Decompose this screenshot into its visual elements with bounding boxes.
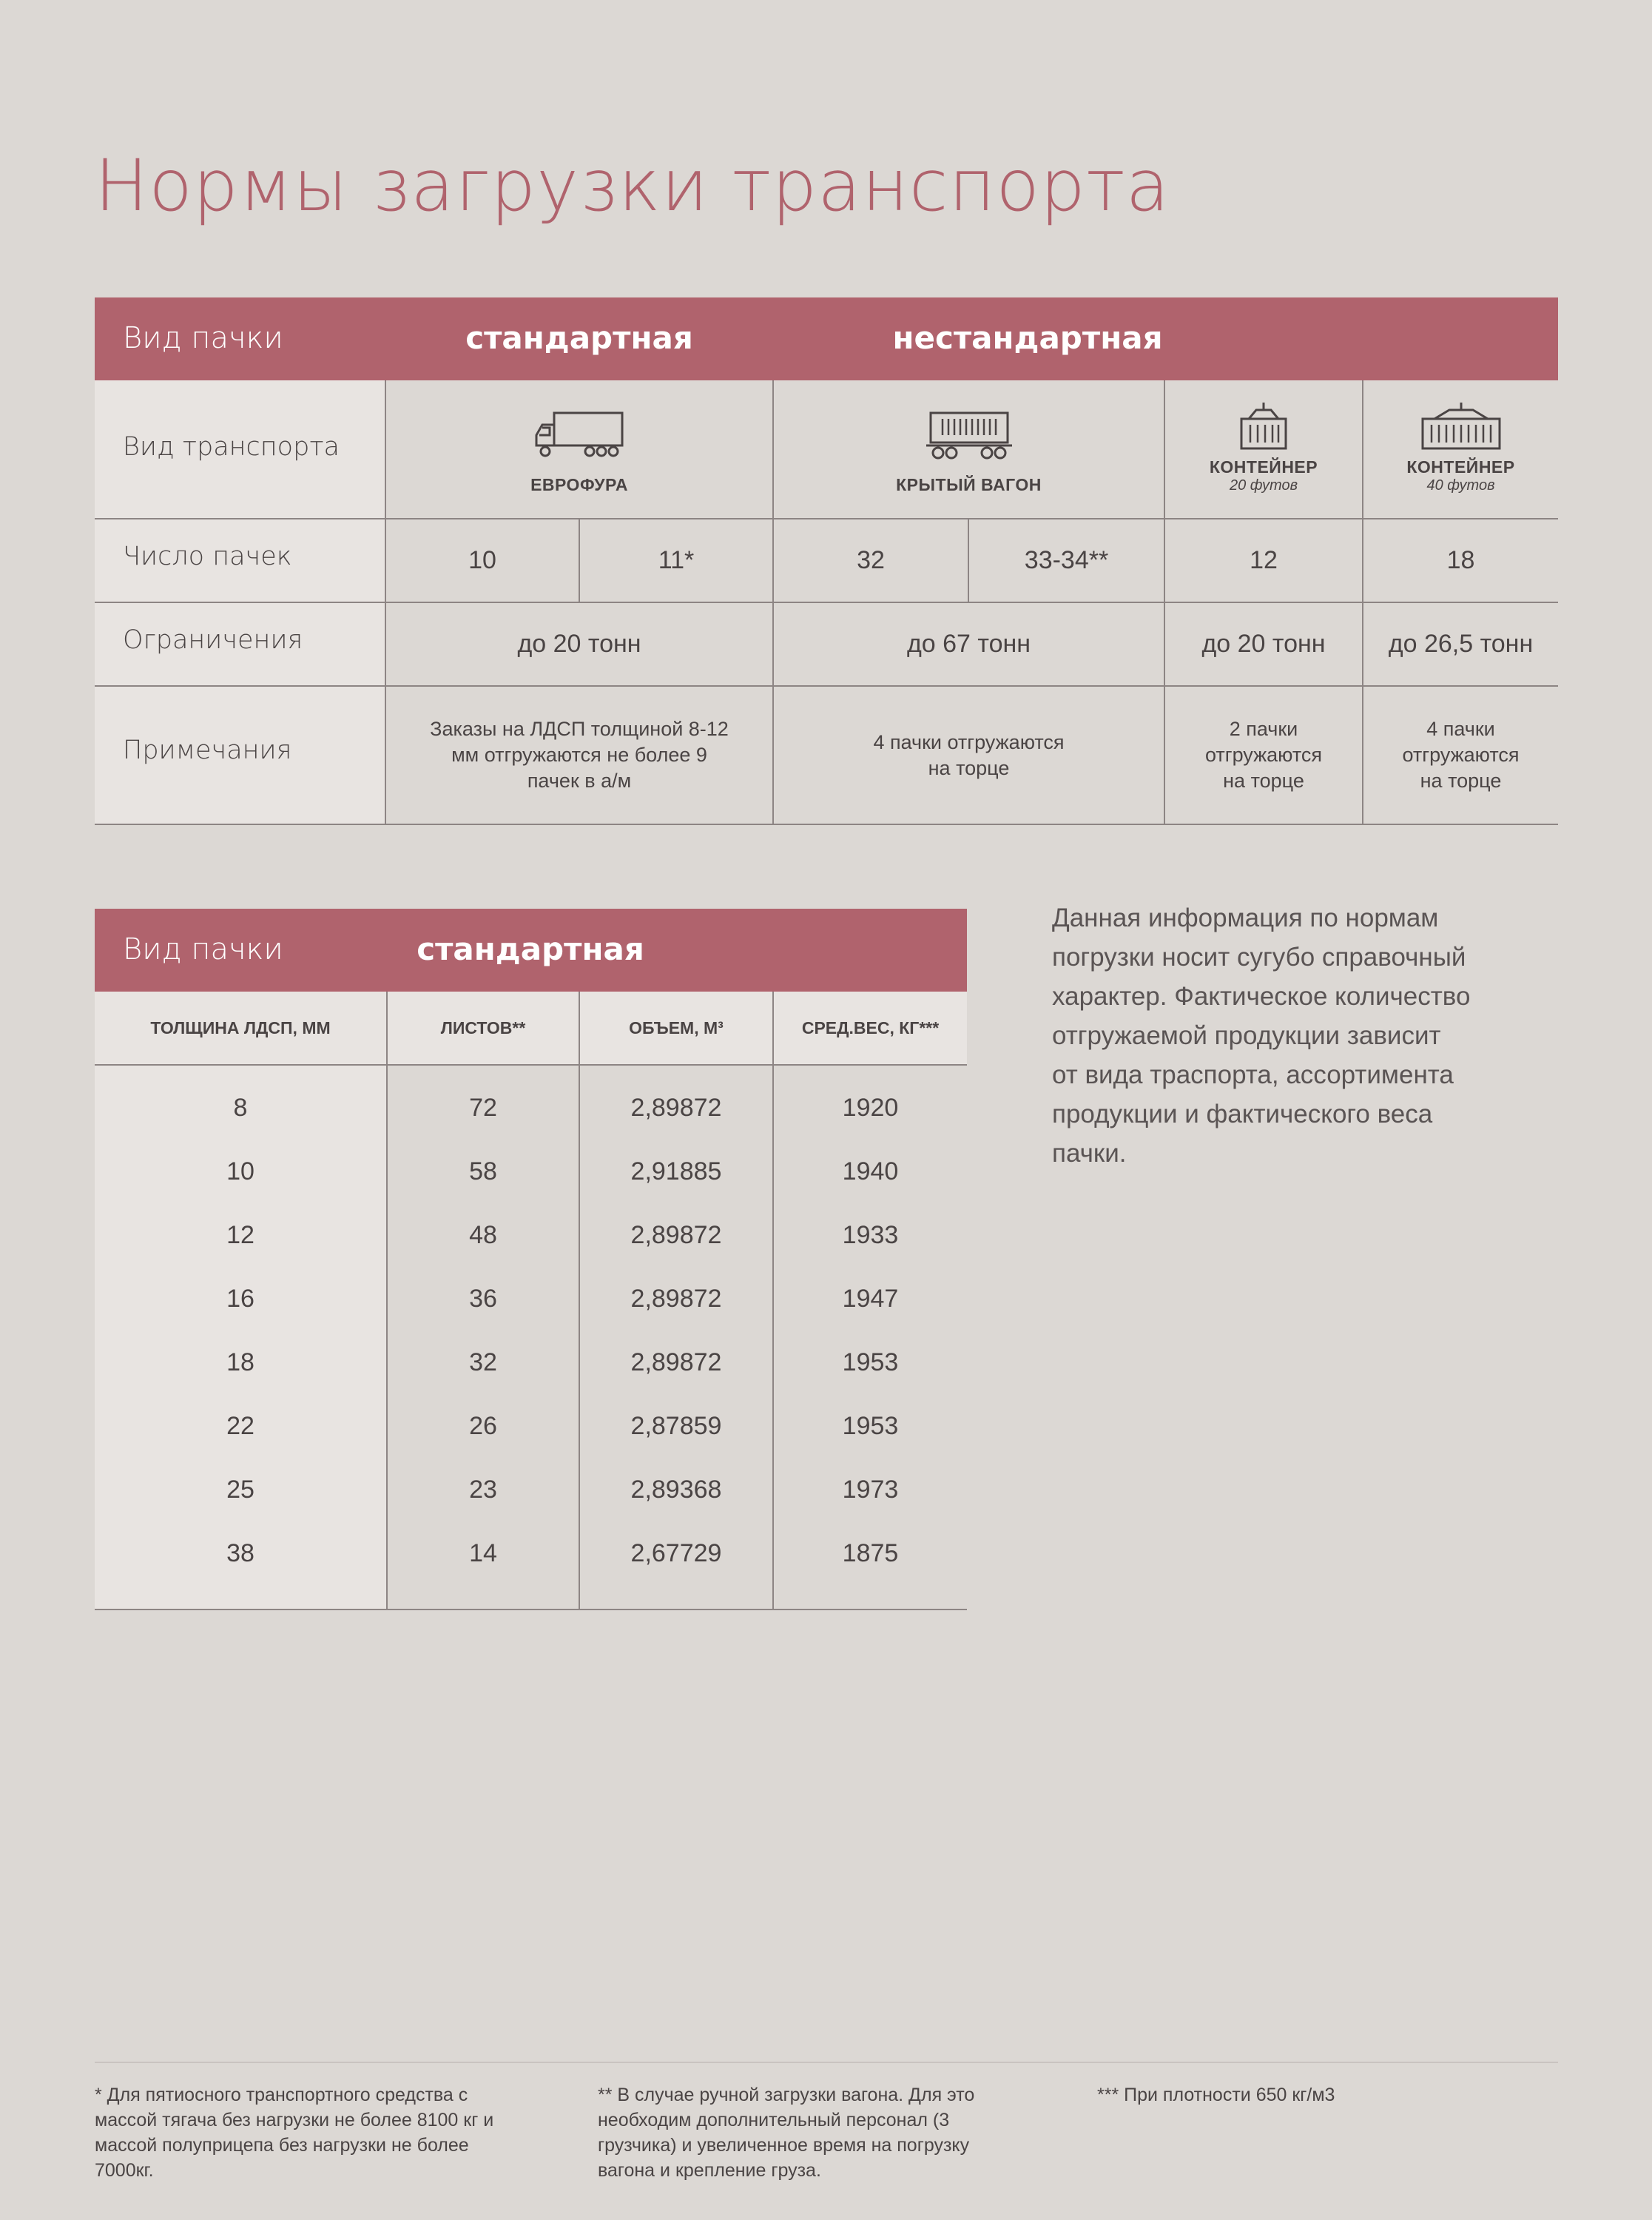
table-cell: 1947 [842,1284,899,1313]
transport-norms-table [95,297,1558,825]
column-header: СРЕД.ВЕС, КГ*** [801,1018,940,1037]
table-cell: 2,87859 [630,1411,722,1440]
vehicle-sub: 40 футов [1426,477,1495,494]
note-line: Заказы на ЛДСП толщиной 8-12 [430,718,729,740]
table-cell: 1973 [842,1475,899,1504]
table-row [95,1076,967,1140]
note-cell [1165,687,1362,824]
table-cell: 72 [469,1093,497,1122]
table-body [95,1066,967,1610]
note-line: на торце [1223,770,1304,792]
table-row [95,1331,967,1394]
note-cell [386,687,772,824]
info-line: погрузки носит сугубо справочный [1052,943,1466,972]
note-line: на торце [1420,770,1502,792]
column-header: ТОЛЩИНА ЛДСП, ММ [150,1018,331,1037]
table-cell: 38 [226,1538,254,1567]
container-icon [1237,401,1290,453]
table-cell: 2,89368 [630,1475,722,1504]
footnote-line: 7000кг. [95,2160,154,2181]
table-row [95,1203,967,1267]
table-cell: 1953 [842,1348,899,1376]
note-cell [1363,687,1558,824]
count-cell: 33-34** [1024,546,1109,574]
table-row [95,1394,967,1458]
table-cell: 1875 [842,1538,899,1567]
info-line: Данная информация по нормам [1052,904,1439,932]
table-cell: 1933 [842,1220,899,1249]
count-row [95,519,1558,603]
table-cell: 25 [226,1475,254,1504]
footnote-line: вагона и крепление груза. [598,2160,821,2181]
header-label: Вид пачки [123,321,283,355]
count-cell: 10 [468,546,496,574]
table-cell: 14 [469,1538,497,1567]
table-cell: 1920 [842,1093,899,1122]
table-cell: 22 [226,1411,254,1440]
table-cell: 23 [469,1475,497,1504]
column-header: ЛИСТОВ** [440,1018,526,1037]
note-line: 2 пачки [1229,718,1298,740]
pack-specs-table [95,909,967,1610]
count-cell: 18 [1446,546,1475,574]
notes-row [95,687,1558,825]
footnote-3 [1097,2082,1541,2108]
info-line: отгружаемой продукции зависит [1052,1021,1441,1050]
vehicle-name: КОНТЕЙНЕР [1209,457,1318,477]
note-line: 4 пачки [1426,718,1495,740]
vehicle-container-20 [1165,380,1362,518]
table-cell: 26 [469,1411,497,1440]
footnote-2 [598,2082,1071,2183]
limit-cell: до 20 тонн [1201,630,1326,658]
row-label: Вид транспорта [123,432,340,462]
header-nonstandard: нестандартная [892,320,1163,356]
info-line: от вида траспорта, ассортимента [1052,1060,1454,1089]
header-standard: стандартная [465,320,693,356]
transport-row [95,380,1558,519]
table-cell: 2,67729 [630,1538,722,1567]
limits-row [95,603,1558,687]
footnote-line: необходим дополнительный персонал (3 [598,2110,950,2130]
footer-divider [95,2062,1558,2063]
table-cell: 48 [469,1220,497,1249]
table-header [95,297,1558,380]
table-cell: 36 [469,1284,497,1313]
info-line: пачки. [1052,1139,1127,1168]
limit-cell: до 26,5 тонн [1388,630,1534,658]
header-standard: стандартная [417,931,644,967]
table-row [95,1458,967,1521]
row-label: Примечания [123,736,292,765]
count-cell: 12 [1250,546,1278,574]
table-cell: 2,89872 [630,1284,722,1313]
table-cell: 18 [226,1348,254,1376]
page-title: Нормы загрузки транспорта [95,144,1170,227]
info-line: продукции и фактического веса [1052,1100,1433,1128]
footnote-line: * Для пятиосного транспортного средства с [95,2085,468,2105]
footnote-1 [95,2082,568,2183]
table-row [95,1521,967,1585]
table-cell: 1953 [842,1411,899,1440]
vehicle-name: КОНТЕЙНЕР [1406,457,1515,477]
note-cell [774,687,1164,824]
table-cell: 2,89872 [630,1220,722,1249]
table-cell: 16 [226,1284,254,1313]
column-headers [95,992,967,1066]
vehicle-wagon [774,380,1164,518]
table-row [95,1140,967,1203]
limit-cell: до 67 тонн [906,630,1031,658]
truck-icon [533,410,625,459]
count-cell: 32 [857,546,885,574]
info-line: характер. Фактическое количество [1052,982,1471,1011]
table-cell: 58 [469,1157,497,1185]
footnote-line: массой полуприцепа без нагрузки не более [95,2135,469,2156]
table-cell: 1940 [842,1157,899,1185]
vehicle-sub: 20 футов [1229,477,1298,494]
count-cell: 11* [658,546,695,574]
vehicle-container-40 [1363,380,1558,518]
table-header [95,909,967,992]
footnote-line: массой тягача без нагрузки не более 8100 кг и [95,2110,494,2130]
note-line: пачек в а/м [527,770,632,792]
note-line: на торце [928,756,1010,779]
table-cell: 2,89872 [630,1093,722,1122]
footnote-line: *** При плотности 650 кг/м3 [1097,2085,1335,2105]
container-icon [1420,401,1503,453]
column-header: ОБЪЕМ, М³ [629,1018,724,1037]
footnote-line: грузчика) и увеличенное время на погрузку [598,2135,970,2156]
vehicle-eurotruck [386,380,772,518]
note-line: 4 пачки отгружаются [873,730,1065,753]
vehicle-name: КРЫТЫЙ ВАГОН [896,475,1042,494]
note-line: мм отгружаются не более 9 [451,744,707,766]
note-line: отгружаются [1204,744,1323,766]
row-label: Ограничения [123,625,303,655]
row-label: Число пачек [123,542,292,571]
table-cell: 32 [469,1348,497,1376]
vehicle-name: ЕВРОФУРА [530,475,628,494]
table-cell: 2,89872 [630,1348,722,1376]
note-line: отгружаются [1402,744,1520,766]
header-label: Вид пачки [123,932,283,966]
table-cell: 2,91885 [630,1157,722,1185]
footnote-line: ** В случае ручной загрузки вагона. Для это [598,2085,975,2105]
info-text [1052,898,1525,1173]
table-cell: 8 [233,1093,248,1122]
table-cell: 10 [226,1157,254,1185]
limit-cell: до 20 тонн [517,630,641,658]
wagon-icon [925,410,1014,460]
table-cell: 12 [226,1220,254,1249]
table-row [95,1267,967,1331]
